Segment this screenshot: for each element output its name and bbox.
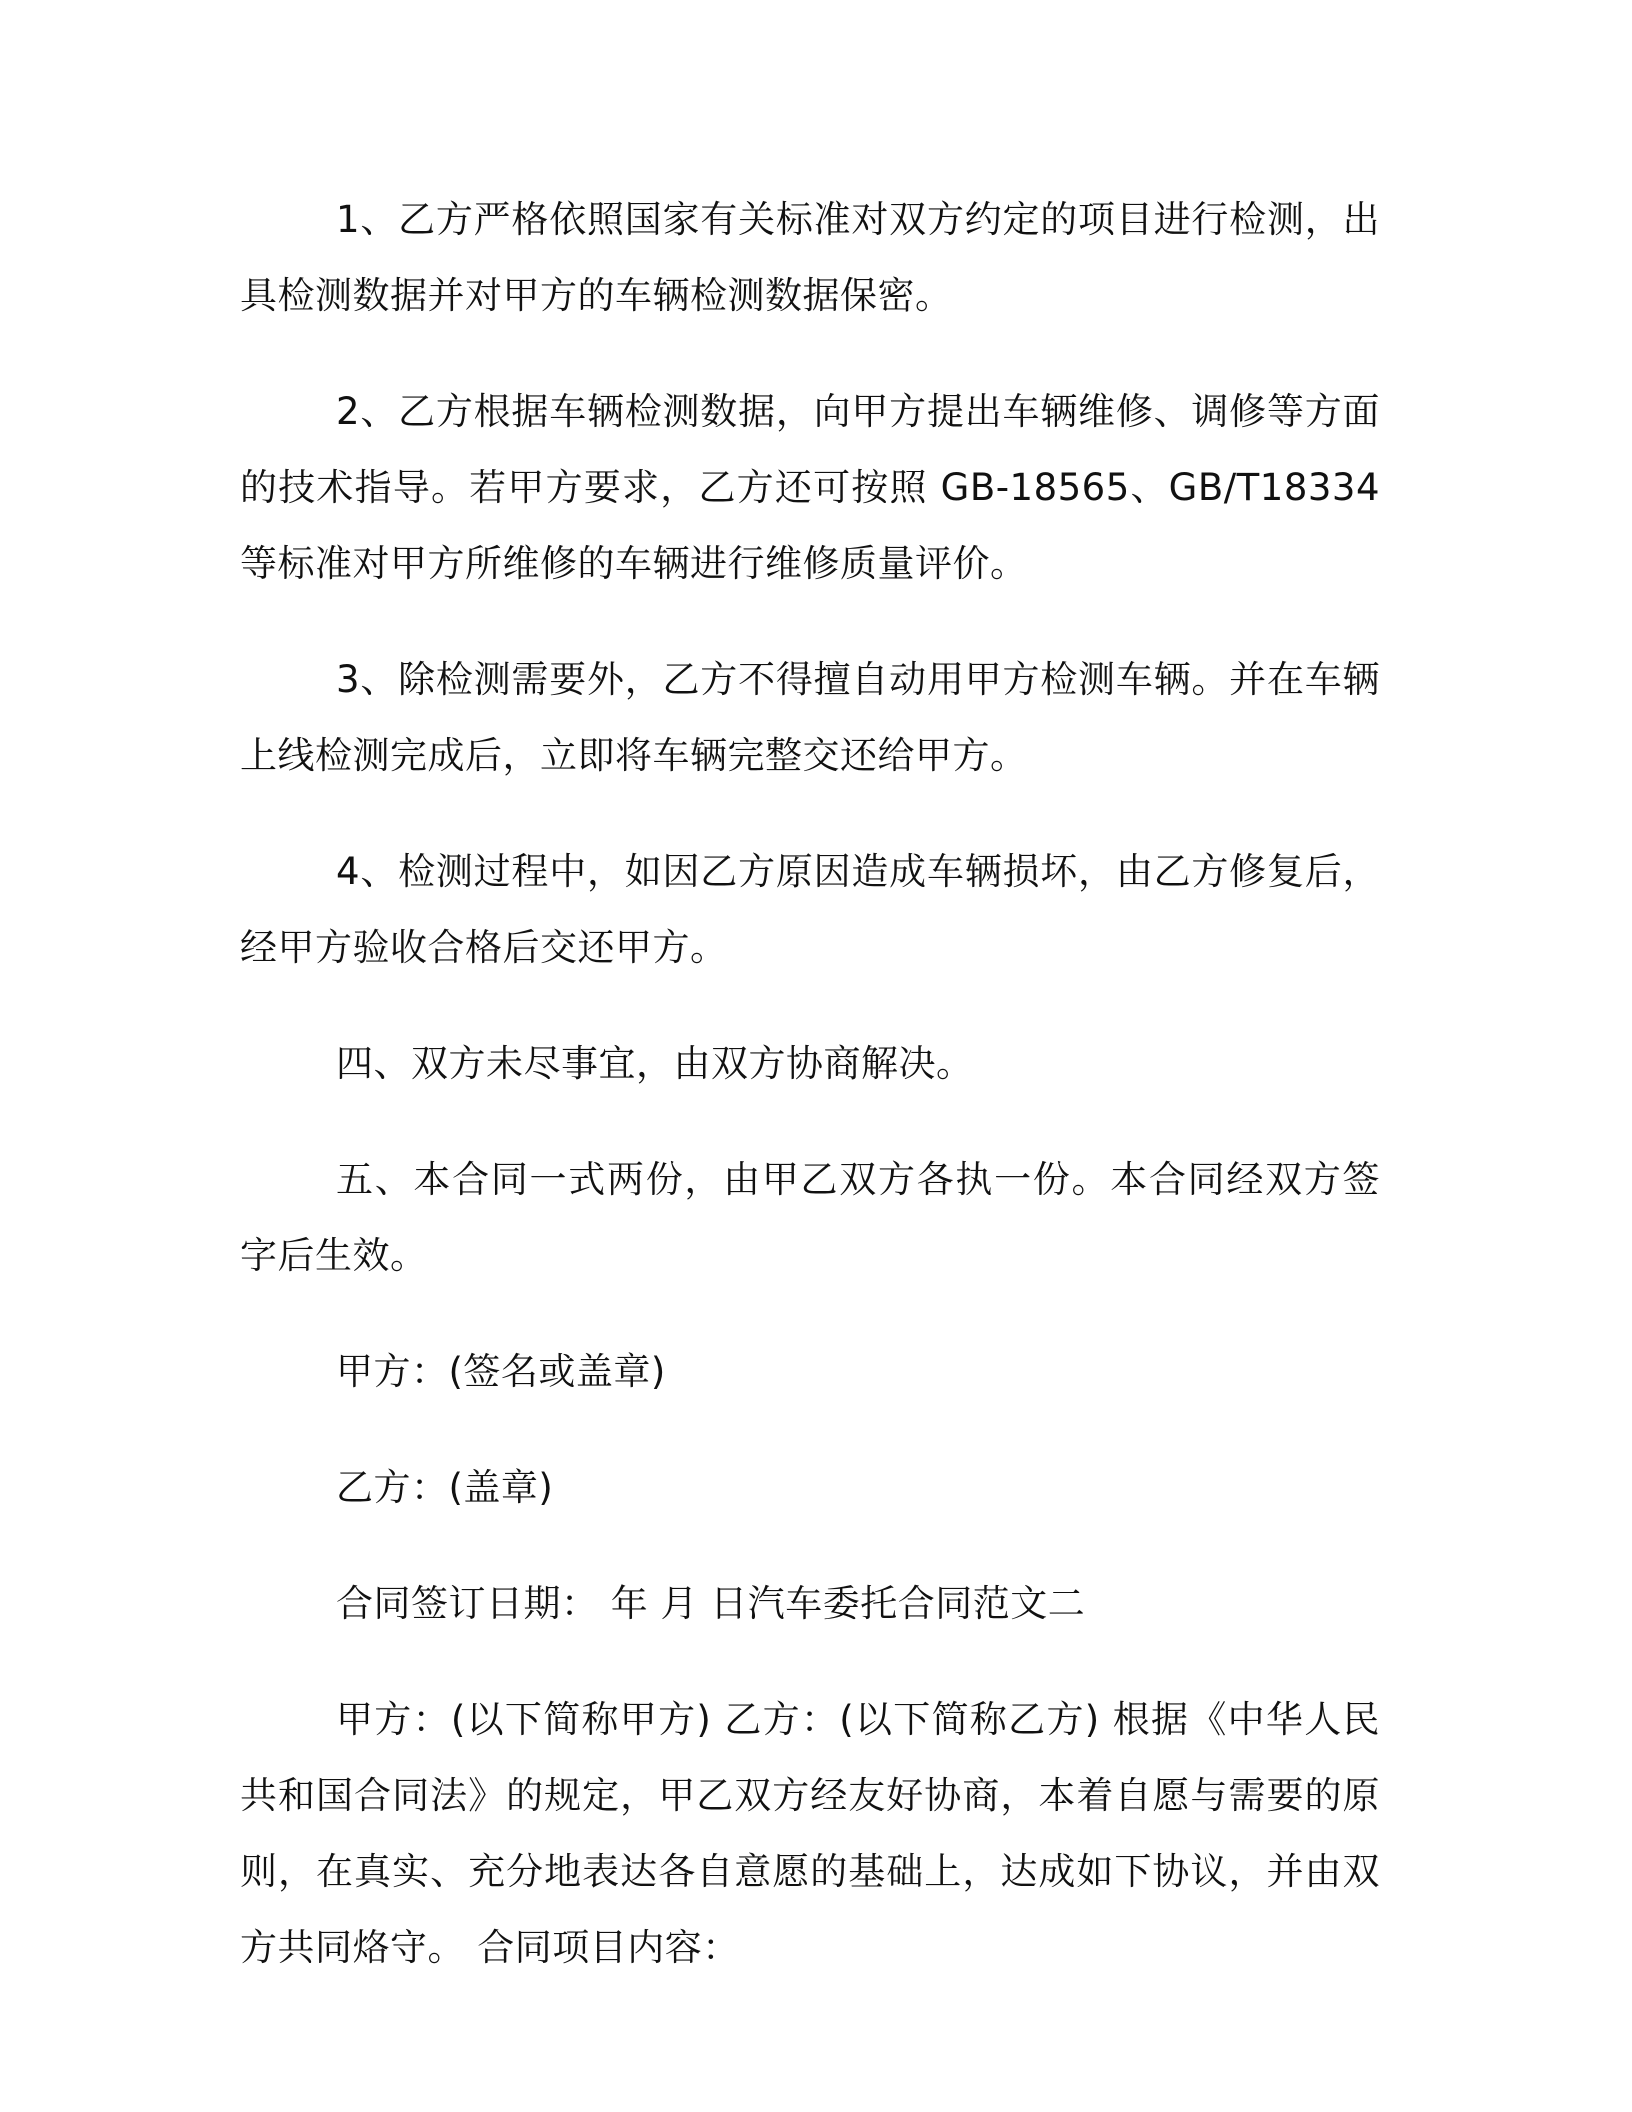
document-body	[240, 182, 1380, 2026]
clause-4-paragraph: 4、检测过程中，如因乙方原因造成车辆损坏，由乙方修复后，经甲方验收合格后交还甲方。	[240, 850, 1380, 969]
party-a-signature-line: 甲方：(签名或盖章)	[336, 1350, 666, 1393]
party-b-signature-line: 乙方：(盖章)	[336, 1466, 554, 1509]
signing-date-line: 合同签订日期： 年 月 日汽车委托合同范文二	[336, 1582, 1086, 1625]
clause-1-paragraph: 1、乙方严格依照国家有关标准对双方约定的项目进行检测，出具检测数据并对甲方的车辆检测数据保密。	[240, 198, 1380, 317]
section-5-paragraph: 五、本合同一式两份，由甲乙双方各执一份。本合同经双方签字后生效。	[240, 1158, 1380, 1277]
contract-intro-paragraph: 甲方：(以下简称甲方) 乙方：(以下简称乙方) 根据《中华人民共和国合同法》的规定，甲乙双方经友好协商，本着自愿与需要的原则，在真实、充分地表达各自意愿的基础上，达成如下协议，并由双方共同烙守。 合同项目内容：	[240, 1698, 1380, 1969]
section-4-paragraph: 四、双方未尽事宜，由双方协商解决。	[336, 1042, 974, 1085]
clause-3-paragraph: 3、除检测需要外，乙方不得擅自动用甲方检测车辆。并在车辆上线检测完成后，立即将车辆完整交还给甲方。	[240, 658, 1380, 777]
clause-2-paragraph: 2、乙方根据车辆检测数据，向甲方提出车辆维修、调修等方面的技术指导。若甲方要求，乙方还可按照 GB-18565、GB/T18334 等标准对甲方所维修的车辆进行维修质量评价。	[240, 390, 1380, 585]
